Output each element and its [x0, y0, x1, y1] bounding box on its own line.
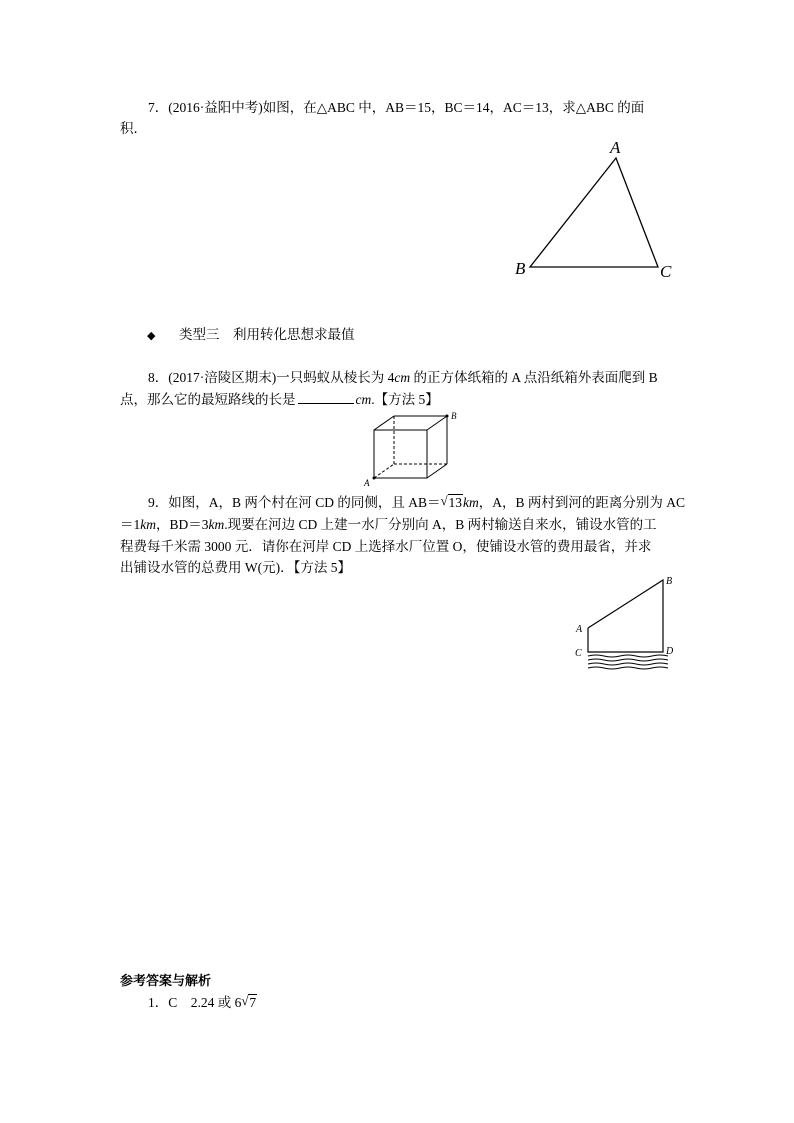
label-a: A	[610, 138, 621, 157]
triangle-abc	[530, 158, 658, 267]
cube-label-a: A	[364, 478, 370, 488]
river-figure-outline	[588, 580, 663, 652]
river-label-a: A	[576, 624, 583, 635]
river-figure	[570, 572, 685, 674]
river-label-c: C	[575, 648, 582, 659]
river-label-b: B	[666, 576, 673, 587]
q7-text-line1: 7．(2016·益阳中考)如图，在△ABC 中，AB＝15，BC＝14，AC＝13，求△ABC 的面	[148, 100, 645, 115]
label-c: C	[660, 262, 672, 281]
cube-label-b: B	[451, 411, 457, 421]
answers-line1: 1．C 2.24 或 6 √ 7	[148, 993, 257, 1010]
q8-text-line2: 点，那么它的最短路线的长是 cm.【方法 5】	[120, 392, 439, 407]
section-bullet-icon: ◆	[147, 329, 156, 342]
q9-text-line3: 程费每千米需 3000 元．请你在河岸 CD 上选择水厂位置 O，使铺设水管的费用最省，并求	[120, 539, 652, 554]
answers-title: 参考答案与解析	[120, 974, 212, 989]
q9-text-line1: 9．如图，A，B 两个村在河 CD 的同侧，且 AB＝ √ 13km，A，B 两村到河的距离分别为 AC	[148, 493, 686, 510]
river-label-d: D	[666, 646, 674, 657]
section-title: 类型三 利用转化思想求最值	[179, 327, 355, 343]
cube-figure	[360, 410, 470, 490]
q9-text-line2: ＝1km，BD＝3km.现要在河边 CD 上建一水厂分别向 A，B 两村输送自来水，铺设水管的工	[120, 517, 657, 532]
q8-text-line1: 8．(2017·涪陵区期末)一只蚂蚁从棱长为 4cm 的正方体纸箱的 A 点沿纸箱外表面爬到 B	[148, 370, 658, 385]
q7-text-line2: 积．	[120, 121, 147, 136]
answer-blank	[298, 391, 354, 404]
label-b: B	[515, 259, 526, 278]
triangle-abc-figure	[510, 136, 680, 281]
q9-text-line4: 出铺设水管的总费用 W(元)．【方法 5】	[120, 560, 351, 575]
